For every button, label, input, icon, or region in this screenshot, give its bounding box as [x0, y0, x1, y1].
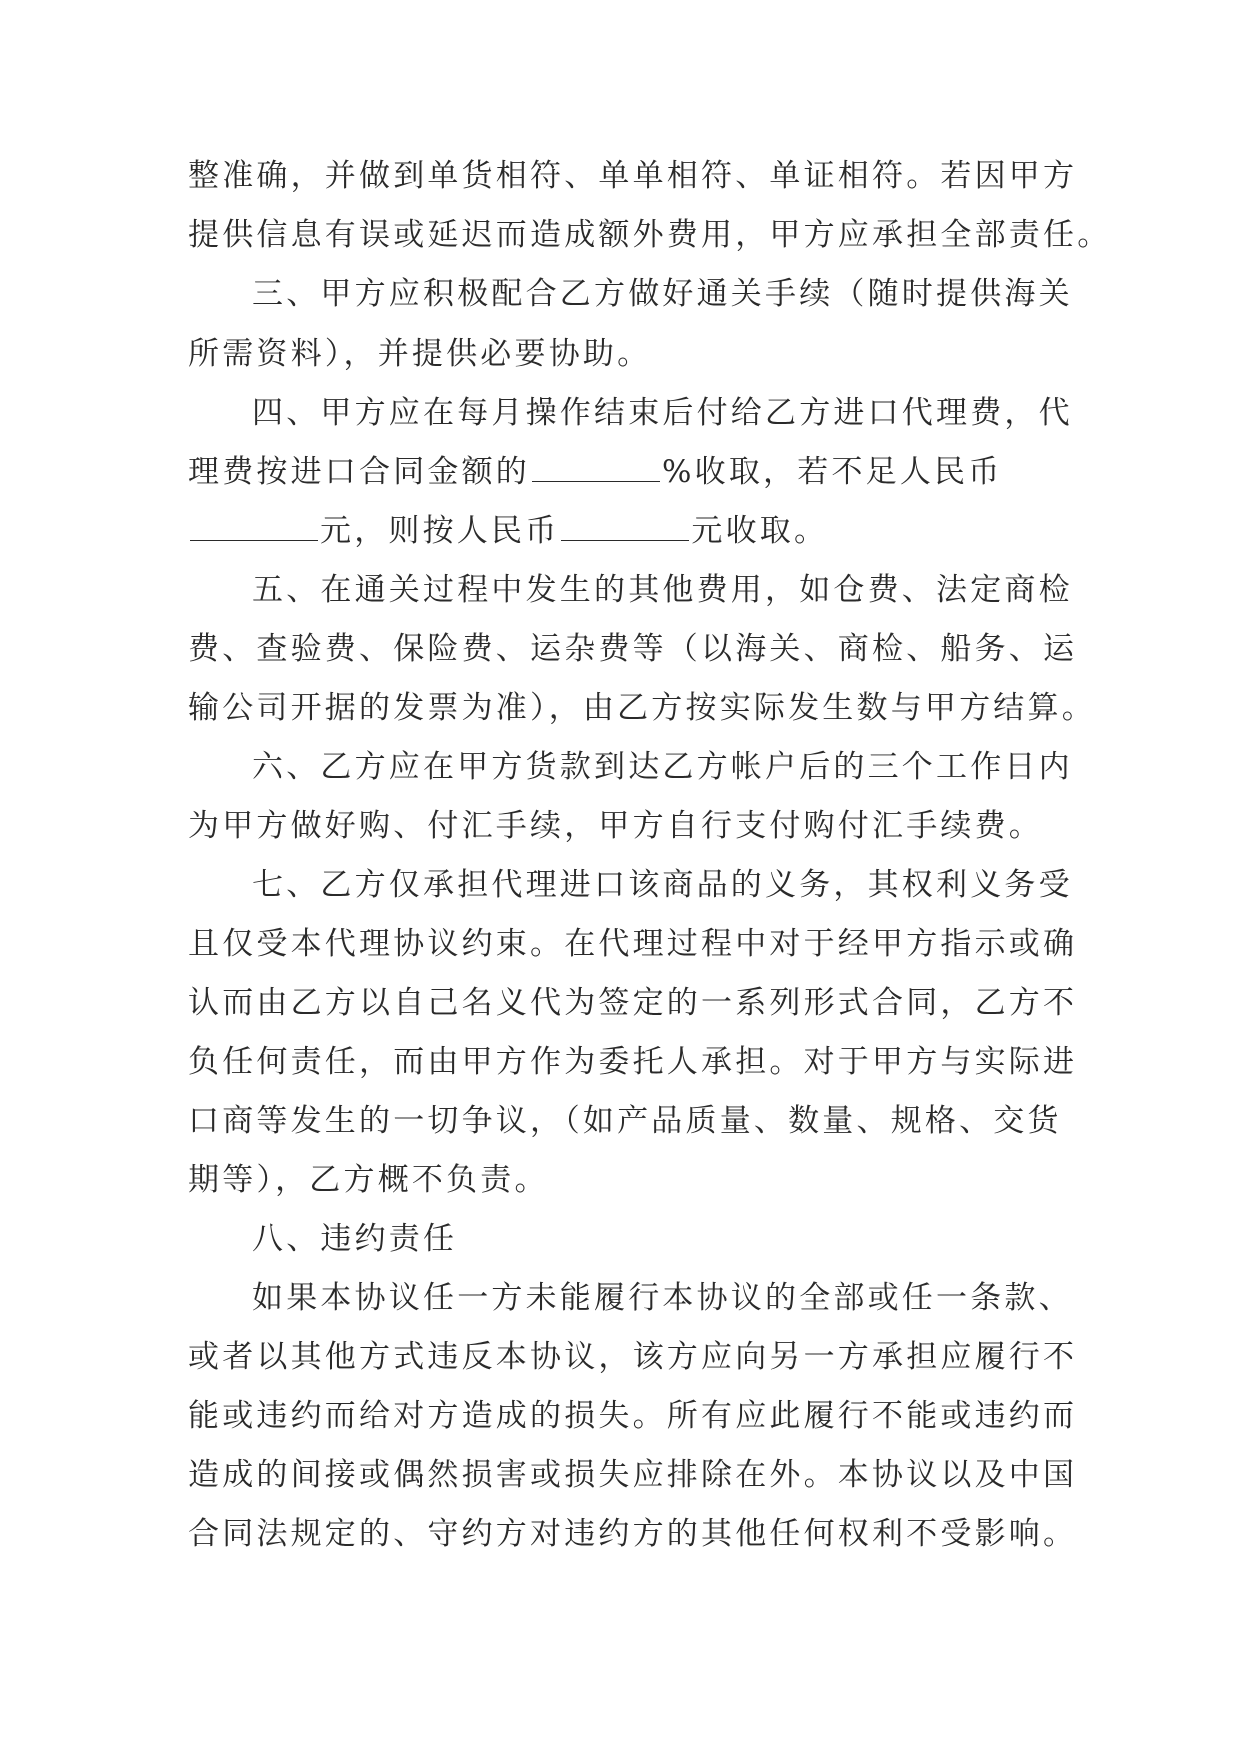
text-line: 输公司开据的发票为准），由乙方按实际发生数与甲方结算。 [188, 690, 1096, 726]
text-line: 提供信息有误或延迟而造成额外费用，甲方应承担全部责任。 [188, 217, 1112, 253]
text-line: 能或违约而给对方造成的损失。所有应此履行不能或违约而 [188, 1398, 1078, 1434]
clause-7-line: 七、乙方仅承担代理进口该商品的义务，其权利义务受 [252, 867, 1073, 903]
clause-6-line: 六、乙方应在甲方货款到达乙方帐户后的三个工作日内 [252, 749, 1073, 785]
text-line: 认而由乙方以自己名义代为签定的一系列形式合同，乙方不 [188, 985, 1078, 1021]
text-segment: 元收取。 [691, 513, 829, 549]
text-line: 所需资料），并提供必要协助。 [188, 336, 652, 372]
text-line: 且仅受本代理协议约束。在代理过程中对于经甲方指示或确 [188, 926, 1078, 962]
text-line: 合同法规定的、守约方对违约方的其他任何权利不受影响。 [188, 1516, 1078, 1552]
fee-percent-blank[interactable] [532, 455, 660, 482]
text-line: 或者以其他方式违反本协议，该方应向另一方承担应履行不 [188, 1339, 1078, 1375]
breach-paragraph-line: 如果本协议任一方未能履行本协议的全部或任一条款、 [252, 1280, 1073, 1316]
text-segment: 理费按进口合同金额的 [188, 454, 530, 490]
text-line: 口商等发生的一切争议，（如产品质量、数量、规格、交货 [188, 1103, 1062, 1139]
text-segment: %收取，若不足人民币 [662, 454, 1003, 490]
clause-4-line: 四、甲方应在每月操作结束后付给乙方进口代理费，代 [252, 395, 1073, 431]
text-line: 期等），乙方概不负责。 [188, 1162, 549, 1198]
clause-8-heading: 八、违约责任 [252, 1221, 458, 1257]
fee-minimum-line [188, 511, 828, 551]
text-line: 整准确，并做到单货相符、单单相符、单证相符。若因甲方 [188, 158, 1078, 194]
fixed-amount-blank[interactable] [561, 514, 689, 541]
min-amount-blank[interactable] [190, 514, 318, 541]
text-line: 费、查验费、保险费、运杂费等（以海关、商检、船务、运 [188, 631, 1078, 667]
fee-rate-line [188, 452, 1002, 492]
clause-3-line: 三、甲方应积极配合乙方做好通关手续（随时提供海关 [252, 276, 1073, 312]
text-line: 负任何责任，而由甲方作为委托人承担。对于甲方与实际进 [188, 1044, 1078, 1080]
text-line: 为甲方做好购、付汇手续，甲方自行支付购付汇手续费。 [188, 808, 1043, 844]
text-line: 造成的间接或偶然损害或损失应排除在外。本协议以及中国 [188, 1457, 1078, 1493]
text-segment: 元，则按人民币 [320, 513, 560, 549]
clause-5-line: 五、在通关过程中发生的其他费用，如仓费、法定商检 [252, 572, 1073, 608]
